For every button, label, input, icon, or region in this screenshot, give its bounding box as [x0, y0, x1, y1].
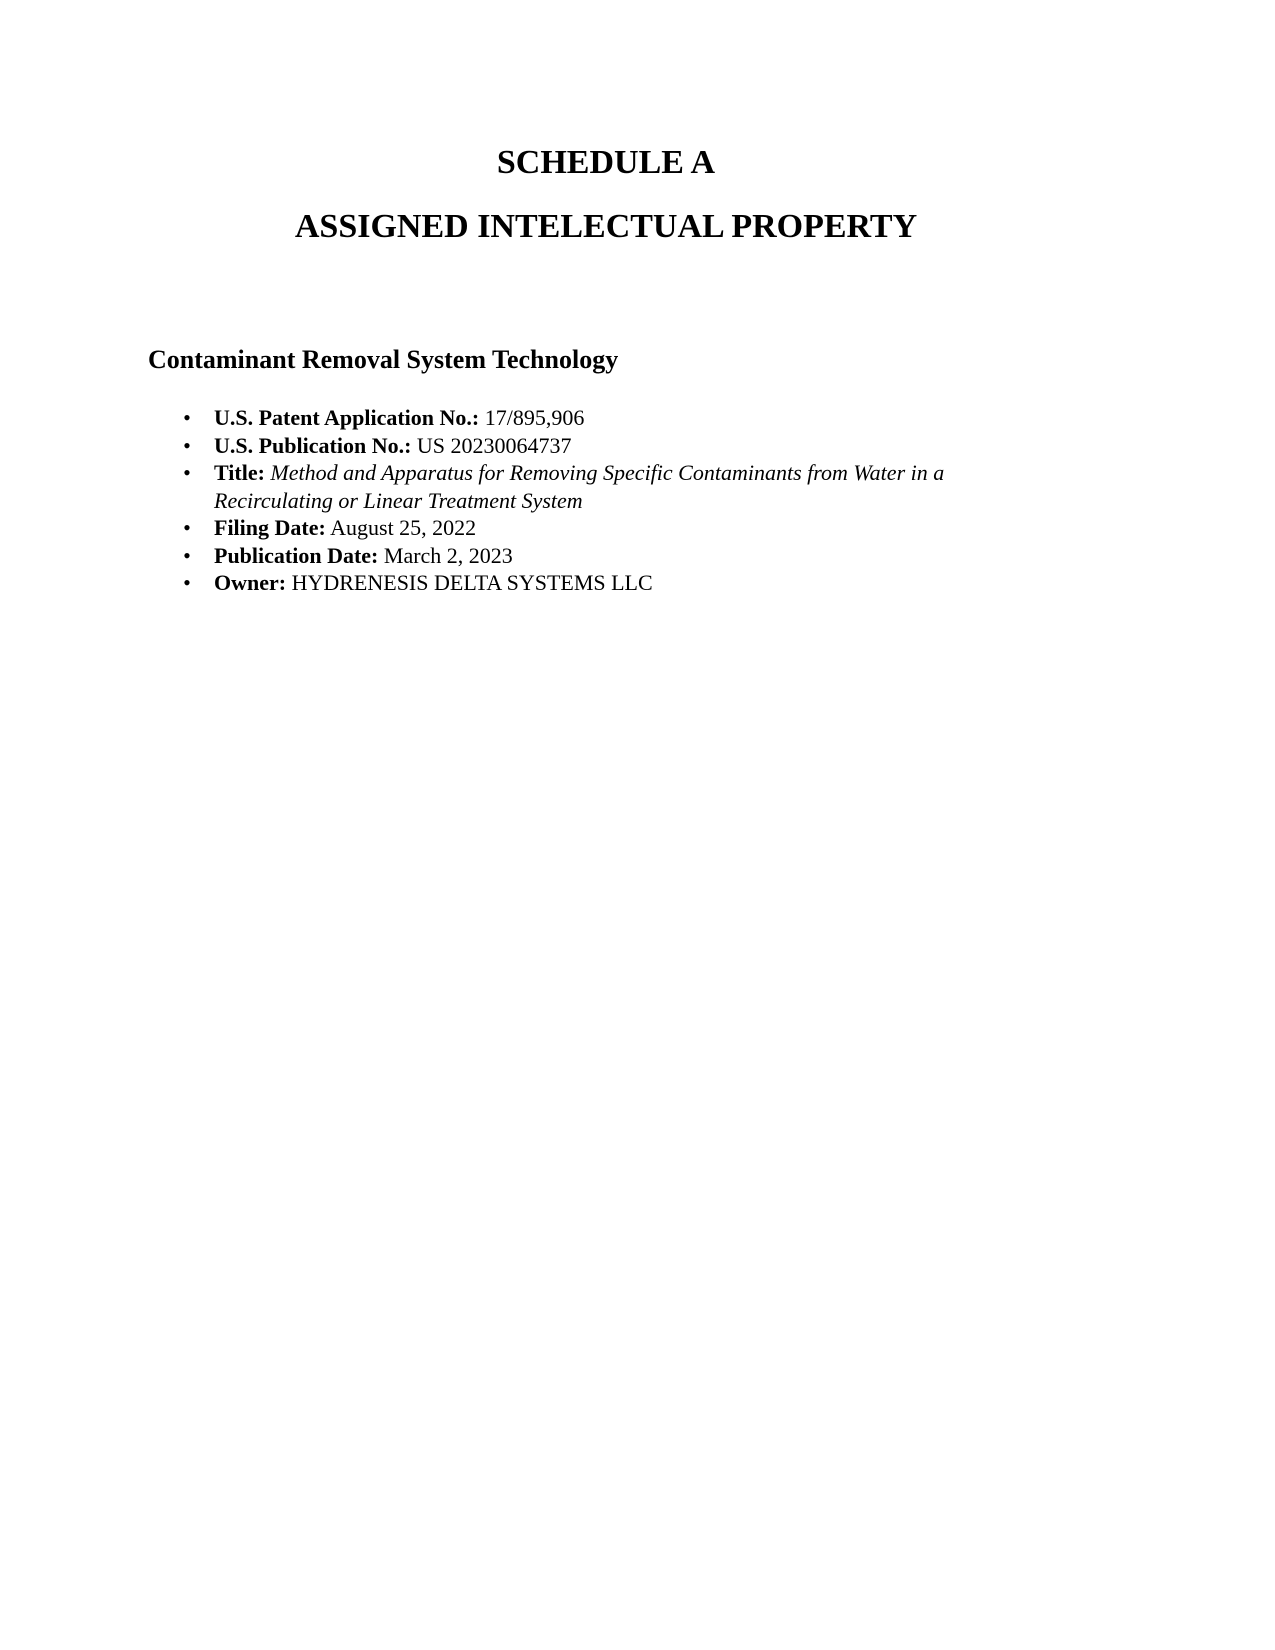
item-label: Title:	[214, 460, 265, 485]
item-label: Filing Date:	[214, 515, 326, 540]
bullet-icon: •	[183, 432, 191, 458]
item-value: 17/895,906	[484, 405, 585, 430]
bullet-icon: •	[183, 515, 191, 540]
item-label: U.S. Patent Application No.:	[214, 405, 480, 430]
item-label: U.S. Publication No.:	[214, 432, 412, 458]
item-label: Publication Date:	[214, 542, 379, 568]
list-item-title	[148, 459, 1048, 514]
list-item-publication-number	[148, 432, 1048, 460]
bullet-icon: •	[183, 460, 191, 485]
list-item-filing-date	[148, 514, 1048, 542]
item-value: Method and Apparatus for Removing Specific Contaminants from Water in a Recirculating or Linear Treatment System	[214, 460, 945, 513]
property-list	[148, 404, 1048, 597]
list-item-publication-date	[148, 542, 1048, 570]
item-value: August 25, 2022	[330, 515, 477, 540]
bullet-icon: •	[183, 570, 191, 595]
section-heading: Contaminant Removal System Technology	[148, 345, 619, 374]
bullet-icon: •	[183, 542, 191, 568]
schedule-title: SCHEDULE A	[496, 144, 716, 181]
list-item-owner	[148, 569, 1048, 597]
item-value: March 2, 2023	[383, 542, 513, 568]
schedule-subtitle: ASSIGNED INTELECTUAL PROPERTY	[294, 208, 918, 245]
item-value: HYDRENESIS DELTA SYSTEMS LLC	[291, 570, 653, 595]
bullet-icon: •	[183, 405, 191, 430]
list-item-patent-application	[148, 404, 1048, 432]
item-label: Owner:	[214, 570, 287, 595]
item-value: US 20230064737	[416, 432, 572, 458]
